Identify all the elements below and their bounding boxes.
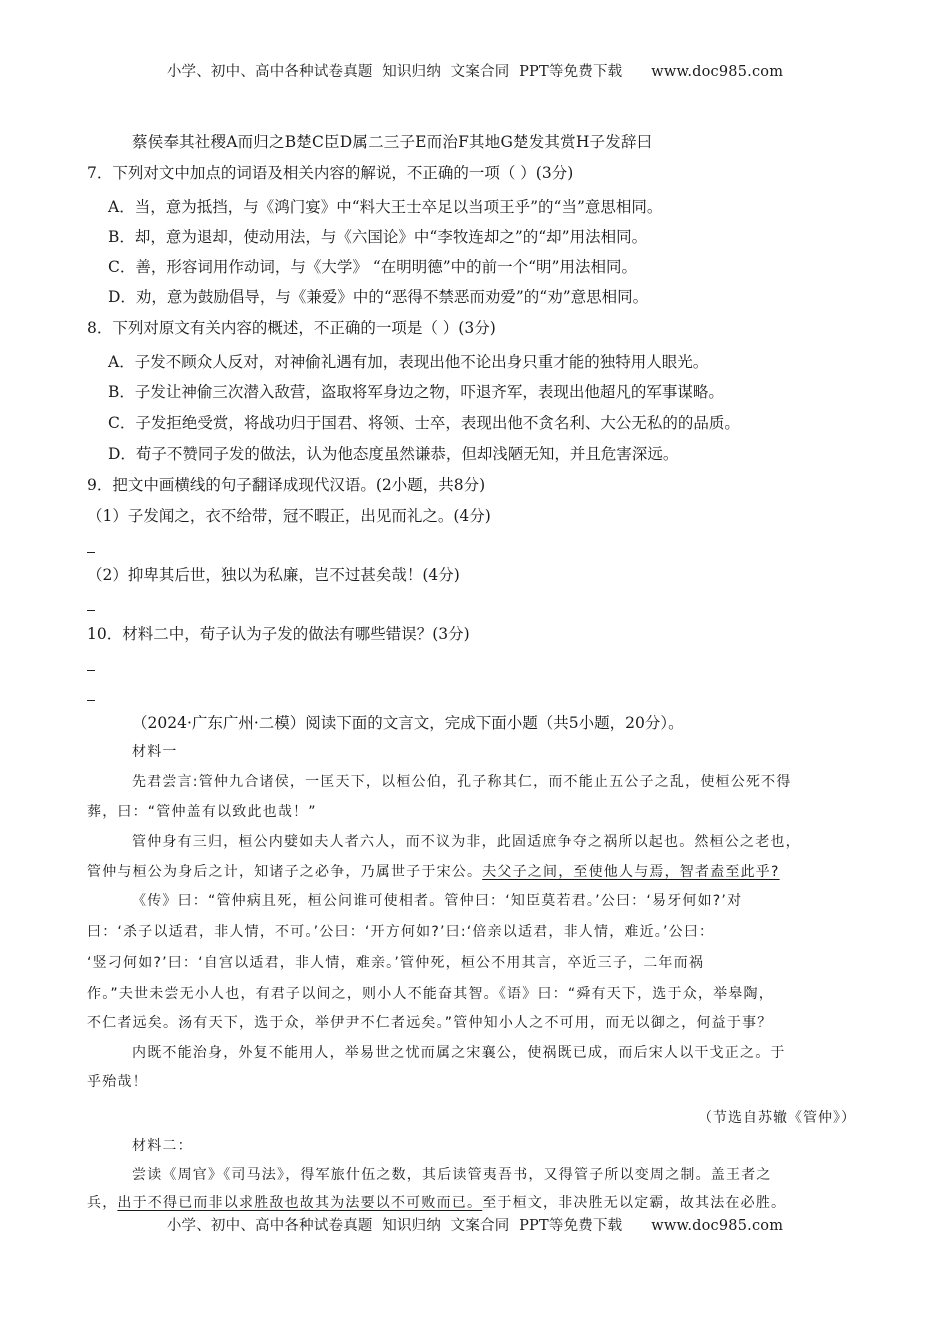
question-8-option-b: B．子发让神偷三次潜入敌营，盗取将军身边之物，吓退齐军，表现出他超凡的军事谋略。	[108, 383, 724, 401]
material-2-label: 材料二：	[132, 1138, 193, 1154]
underlined-sentence: 出于不得已而非以求胜敌也故其为法要以不可败而已。	[117, 1195, 483, 1211]
passage-line: 管仲与桓公为身后之计，知诸子之必争，乃属世子于宋公。夫父子之间，至使他人与焉，智者盍至此乎?	[87, 864, 780, 880]
answer-line[interactable]	[87, 552, 95, 553]
question-8-stem: 8．下列对原文有关内容的概述，不正确的一项是（ ）(3分)	[87, 319, 496, 337]
answer-line[interactable]	[87, 610, 95, 611]
passage-line: 曰：‘杀子以适君，非人情，不可。’公曰：‘开方何如?’曰:‘倍亲以适君，非人情，难近。’公曰：	[87, 924, 715, 940]
page-header[interactable]: 小学、初中、高中各种试卷真题 知识归纳 文案合同 PPT等免费下载 www.doc985.com	[166, 64, 784, 80]
question-9-sentence-1: （1）子发闻之，衣不给带，冠不暇正，出见而礼之。(4分)	[87, 507, 491, 525]
answer-line[interactable]	[87, 700, 95, 701]
reading-intro: （2024·广东广州·二模）阅读下面的文言文，完成下面小题（共5小题，20分）。	[132, 714, 684, 732]
question-8-option-a: A．子发不顾众人反对，对神偷礼遇有加，表现出他不论出身只重才能的独特用人眼光。	[108, 353, 709, 371]
question-8-option-d: D．荀子不赞同子发的做法，认为他态度虽然谦恭，但却浅陋无知，并且危害深远。	[108, 445, 679, 463]
question-7-option-b: B．却，意为退却，使动用法，与《六国论》中“李牧连却之”的“却”用法相同。	[108, 228, 648, 246]
passage-line: 尝读《周官》《司马法》，得军旅什伍之数，其后读管夷吾书，又得管子所以变周之制。盖王者之	[132, 1167, 772, 1183]
question-10-stem: 10．材料二中，荀子认为子发的做法有哪些错误？(3分)	[87, 625, 470, 643]
question-9-sentence-2: （2）抑卑其后世，独以为私廉，岂不过甚矣哉！(4分)	[87, 566, 460, 584]
sentence-break-options: 蔡侯奉其社稷A而归之B楚C臣D属二三子E而治F其地G楚发其赏H子发辞曰	[132, 133, 653, 151]
page-footer[interactable]: 小学、初中、高中各种试卷真题 知识归纳 文案合同 PPT等免费下载 www.doc985.com	[166, 1218, 784, 1234]
question-7-option-c: C．善，形容词用作动词，与《大学》 “在明明德”中的前一个“明”用法相同。	[108, 258, 637, 276]
passage-line: 作。”夫世未尝无小人也，有君子以间之，则小人不能奋其智。《语》曰：“舜有天下，选于众，举皋陶，	[87, 986, 774, 1002]
material-1-label: 材料一	[132, 744, 178, 760]
passage-line: 内既不能治身，外复不能用人，举易世之忧而属之宋襄公，使祸既已成，而后宋人以干戈正之。于	[132, 1045, 786, 1061]
passage-line: 不仁者远矣。汤有天下，选于众，举伊尹不仁者远矣。”管仲知小人之不可用，而无以御之，何益于事？	[87, 1015, 773, 1031]
passage-line: 管仲身有三归，桓公内嬖如夫人者六人，而不议为非，此固适庶争夺之祸所以起也。然桓公之老也，	[132, 834, 801, 850]
passage-line: 乎殆哉！	[87, 1074, 148, 1090]
passage-line: 葬，曰：“管仲盖有以致此也哉！”	[87, 804, 317, 820]
passage-line: ‘竖刁何如?’曰：‘自宫以适君，非人情，难亲。’管仲死，桓公不用其言，卒近三子，二年而祸	[87, 955, 705, 971]
source-citation: （节选自苏辙《管仲》）	[698, 1110, 856, 1126]
underlined-sentence: 夫父子之间，至使他人与焉，智者盍至此乎?	[482, 864, 780, 880]
question-7-stem: 7．下列对文中加点的词语及相关内容的解说，不正确的一项（ ）(3分)	[87, 164, 574, 182]
question-9-stem: 9．把文中画横线的句子翻译成现代汉语。(2小题，共8分)	[87, 476, 486, 494]
passage-line: 兵，出于不得已而非以求胜敌也故其为法要以不可败而已。至于桓文，非决胜无以定霸，故其法在必胜。	[87, 1195, 787, 1211]
answer-line[interactable]	[87, 670, 95, 671]
question-8-option-c: C．子发拒绝受赏，将战功归于国君、将领、士卒，表现出他不贪名利、大公无私的的品质。	[108, 414, 740, 432]
passage-line: 先君尝言:管仲九合诸侯，一匡天下，以桓公伯，孔子称其仁，而不能止五公子之乱，使桓公死不得	[132, 774, 792, 790]
passage-line: 《传》曰：“管仲病且死，桓公问谁可使相者。管仲曰：‘知臣莫若君。’公曰：‘易牙何如?’对	[132, 893, 743, 909]
question-7-option-d: D．劝，意为鼓励倡导，与《兼爱》中的“恶得不禁恶而劝爱”的“劝”意思相同。	[108, 288, 649, 306]
question-7-option-a: A．当，意为抵挡，与《鸿门宴》中“料大王士卒足以当项王乎”的“当”意思相同。	[108, 198, 663, 216]
